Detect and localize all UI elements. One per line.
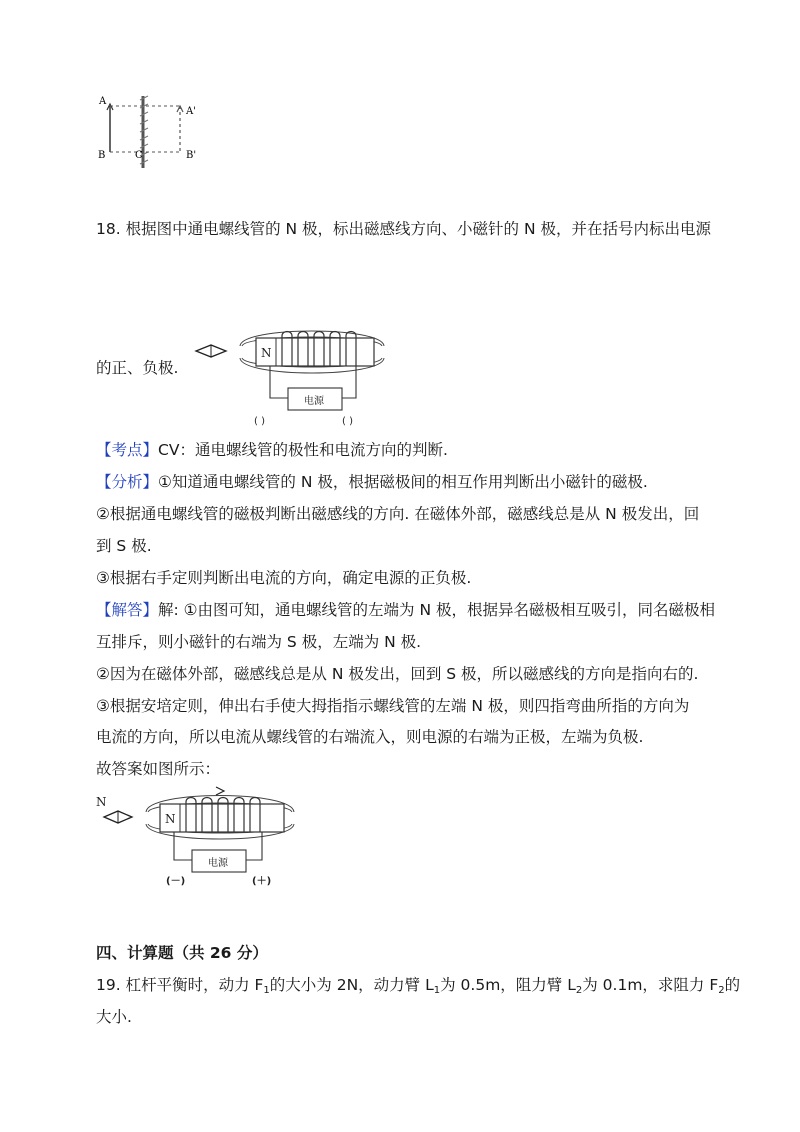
label-b-image: B' bbox=[186, 150, 197, 161]
q19-line1 bbox=[96, 975, 740, 1001]
mirror-diagram bbox=[96, 92, 216, 172]
fenxi-line3: 到 S 极. bbox=[96, 537, 152, 555]
conclusion-line: 故答案如图所示： bbox=[96, 760, 221, 778]
q18-line2: 的正、负极. bbox=[96, 359, 179, 377]
kaodian-tag: 【考点】 bbox=[96, 441, 159, 459]
q19-sub-3: 2 bbox=[575, 985, 583, 996]
bracket-right: ( ) bbox=[342, 416, 353, 427]
mirror-diagram-svg bbox=[96, 92, 216, 172]
needle-pole-label: N bbox=[96, 795, 107, 809]
positive-terminal-label: (＋) bbox=[252, 876, 272, 887]
q19-sub-1: 1 bbox=[263, 985, 270, 996]
solenoid-pole-label: N bbox=[261, 346, 272, 360]
solenoid-core bbox=[160, 804, 284, 832]
q19-text-3: 为 0.5m，阻力臂 L bbox=[440, 976, 576, 994]
fenxi-text1: ①知道通电螺线管的 N 极，根据磁极间的相互作用判断出小磁针的磁极. bbox=[158, 473, 648, 491]
solenoid-figure-question bbox=[192, 318, 402, 430]
solenoid-figure-answer bbox=[94, 778, 314, 890]
negative-terminal-label: (－) bbox=[166, 876, 186, 887]
q19-text-2: 的大小为 2N，动力臂 L bbox=[269, 976, 434, 994]
q19-sub-4: 2 bbox=[718, 985, 725, 996]
fenxi-line2: ②根据通电螺线管的磁极判断出磁感线的方向. 在磁体外部，磁感线总是从 N 极发出，回 bbox=[96, 505, 700, 523]
solenoid-figure-question-svg bbox=[192, 318, 402, 430]
q19-sub-2: 1 bbox=[433, 985, 441, 996]
fenxi-line1 bbox=[96, 472, 648, 492]
label-b: B bbox=[98, 150, 106, 161]
q19-text-1: 19. 杠杆平衡时，动力 F bbox=[96, 976, 264, 994]
jieda-line4: ③根据安培定则，伸出右手使大拇指指示螺线管的左端 N 极，则四指弯曲所指的方向为 bbox=[96, 697, 690, 715]
jieda-line2: 互排斥，则小磁针的右端为 S 极，左端为 N 极. bbox=[96, 633, 422, 651]
jieda-tag: 【解答】 bbox=[96, 601, 159, 619]
label-a: A bbox=[99, 96, 107, 107]
q19-text-5: 的 bbox=[724, 976, 741, 994]
label-a-image: A' bbox=[186, 106, 196, 117]
wire-right bbox=[246, 832, 262, 860]
jieda-text1: 解: ①由图可知，通电螺线管的左端为 N 极，根据异名磁极相互吸引，同名磁极相 bbox=[158, 601, 716, 619]
q18-line1: 18. 根据图中通电螺线管的 N 极，标出磁感线方向、小磁针的 N 极，并在括号内标出电源 bbox=[96, 220, 711, 238]
kaodian-text: CV：通电螺线管的极性和电流方向的判断. bbox=[158, 441, 448, 459]
jieda-line5: 电流的方向，所以电流从螺线管的右端流入，则电源的右端为正极，左端为负极. bbox=[96, 728, 644, 746]
fenxi-line4: ③根据右手定则判断出电流的方向，确定电源的正负极. bbox=[96, 569, 472, 587]
field-direction-arrow-icon bbox=[216, 787, 224, 795]
solenoid-pole-label: N bbox=[165, 812, 176, 826]
jieda-line1 bbox=[96, 600, 715, 620]
power-supply-label: 电源 bbox=[304, 396, 324, 407]
label-c: C bbox=[135, 150, 143, 161]
solenoid-figure-answer-svg bbox=[94, 778, 314, 890]
q19-line2: 大小. bbox=[96, 1008, 132, 1026]
q19-text-4: 为 0.1m，求阻力 F bbox=[582, 976, 719, 994]
section-heading: 四、计算题（共 26 分） bbox=[96, 944, 268, 962]
bracket-left: ( ) bbox=[254, 416, 265, 427]
jieda-line3: ②因为在磁体外部，磁感线总是从 N 极发出，回到 S 极，所以磁感线的方向是指向右的. bbox=[96, 665, 699, 683]
fenxi-tag: 【分析】 bbox=[96, 473, 159, 491]
power-supply-label: 电源 bbox=[208, 858, 228, 869]
kaodian-line bbox=[96, 440, 448, 460]
